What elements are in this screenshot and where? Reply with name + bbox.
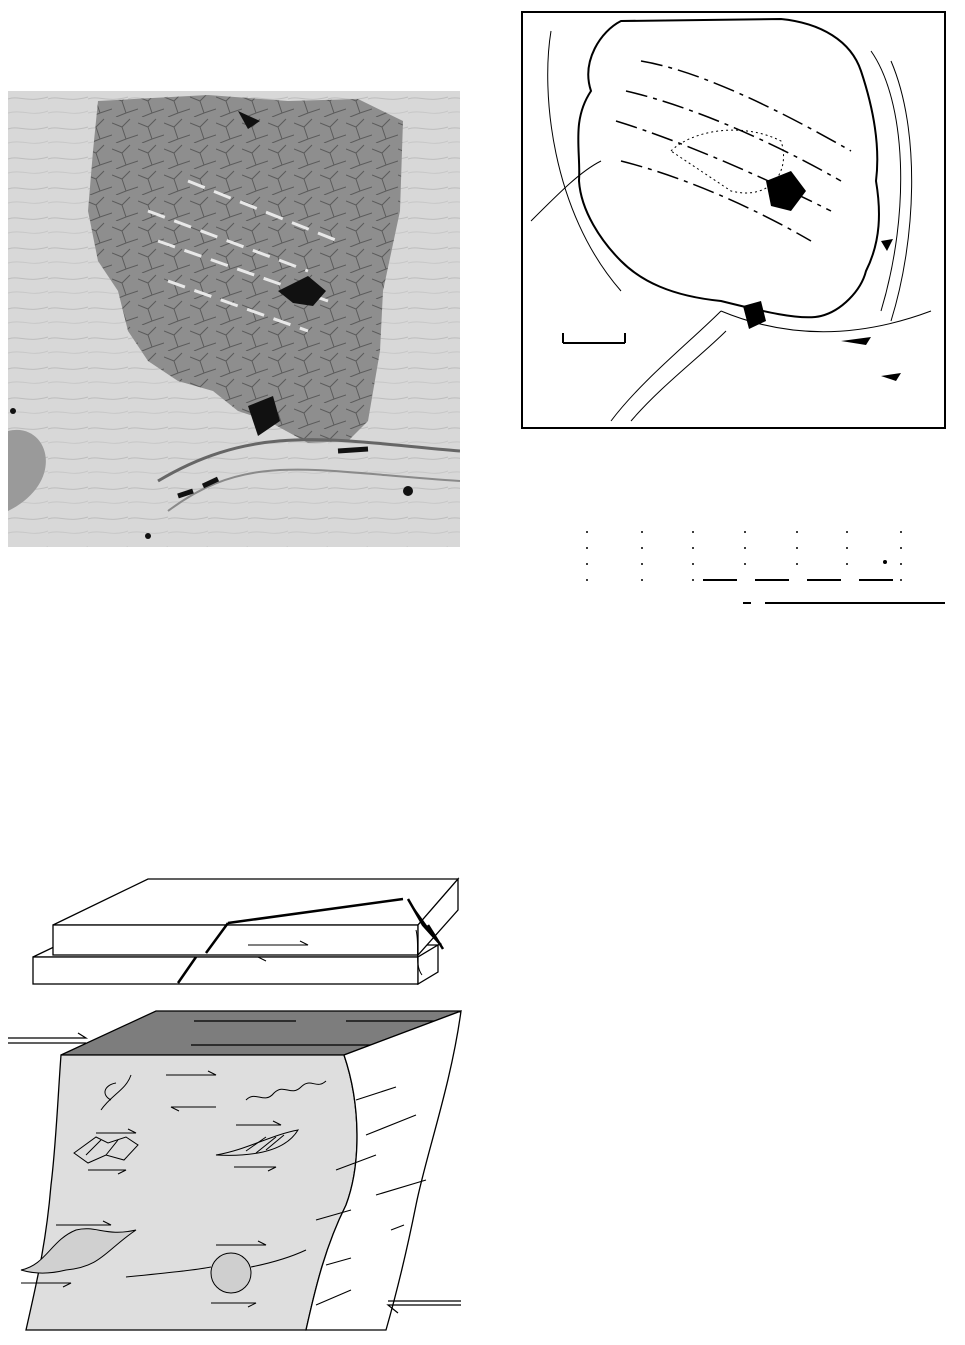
photomicrograph-image (8, 91, 460, 547)
fault-blocks-panel (28, 875, 463, 985)
frame (522, 12, 945, 428)
legend-symbols (575, 520, 950, 610)
shear-zone-block-diagram (6, 1005, 466, 1335)
shear-arrow-top-left (8, 1033, 86, 1043)
lower-slab (33, 957, 418, 984)
line-tracing-panel (521, 11, 946, 429)
shear-zone-block-panel (6, 1005, 466, 1335)
photomicrograph-panel (8, 91, 460, 547)
shear-arrow-bottom-right (388, 1301, 461, 1313)
line-tracing-drawing (521, 11, 946, 429)
legend-symbols-panel (575, 520, 950, 610)
fault-block-diagram (28, 875, 463, 985)
block-front-face (26, 1055, 357, 1330)
